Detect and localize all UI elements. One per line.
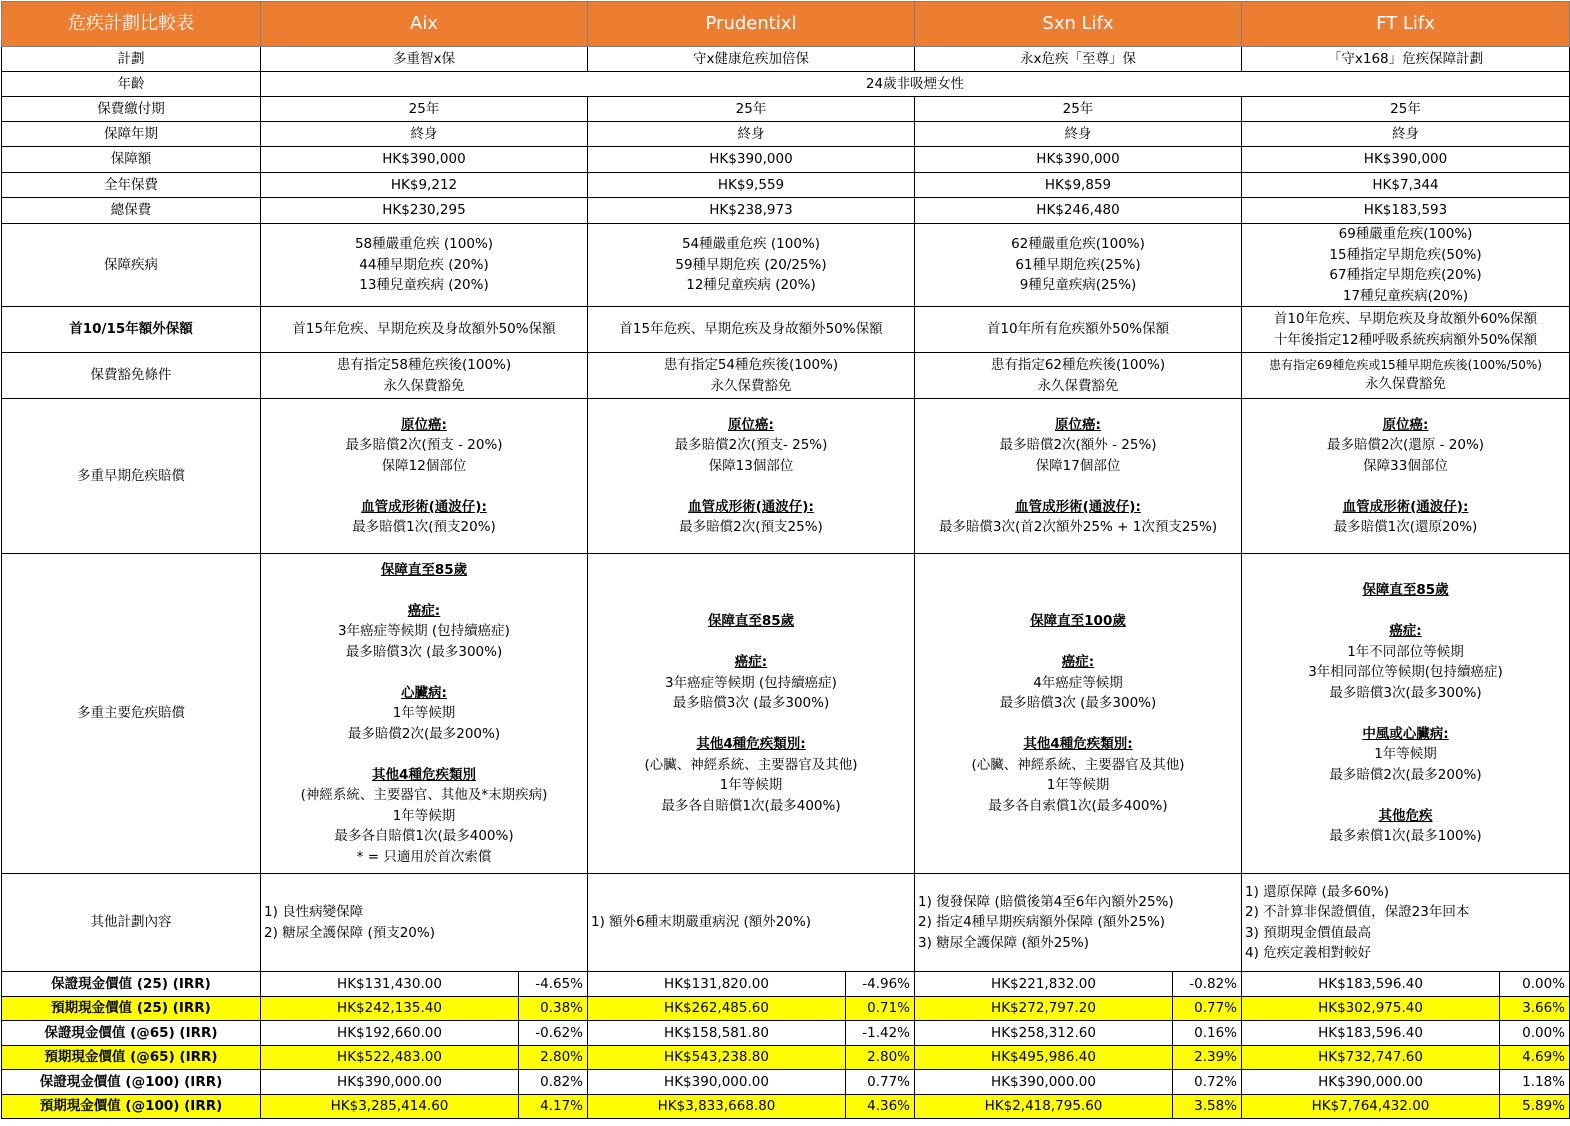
company-header: Sxn Lifx [915, 2, 1242, 47]
irr-value: 2.39% [1173, 1045, 1242, 1070]
cash-value: HK$7,764,432.00 [1242, 1094, 1500, 1119]
row-label: 計劃 [2, 47, 261, 72]
cell-line: 最多賠償3次(首2次額外25% + 1次預支25%) [938, 519, 1218, 535]
cell-value [1242, 224, 1570, 307]
cell-line: 17種兒童疾病(20%) [1342, 287, 1469, 304]
cell-line: 1年不同部位等候期 [1347, 643, 1464, 660]
cell-line: 1年等候期 [392, 807, 456, 824]
row-label: 預期現金價值 (@65) (IRR) [2, 1045, 261, 1070]
cell-value: 終身 [915, 122, 1242, 147]
irr-value: 0.77% [1173, 996, 1242, 1021]
cell-value: 終身 [261, 122, 588, 147]
irr-value: 4.17% [519, 1094, 588, 1119]
section-heading: 血管成形術(通波仔): [1342, 498, 1469, 515]
cell-value: 終身 [1242, 122, 1570, 147]
cell-line: 首10年所有危疾額外50%保額 [986, 321, 1170, 338]
spacer [917, 632, 1239, 653]
irr-value: 0.00% [1500, 1021, 1570, 1046]
cell-value: HK$183,593 [1242, 198, 1570, 224]
cell-line: 1) 良性病變保障 [264, 904, 364, 920]
irr-value: 0.00% [1500, 972, 1570, 997]
cash-value-row [2, 996, 1570, 1021]
row-diseases [2, 224, 1570, 307]
section-heading: 癌症: [734, 654, 768, 670]
cell-line: 保障13個部位 [708, 457, 794, 474]
irr-value: -4.96% [846, 972, 915, 997]
cell-line: 永久保費豁免 [1037, 377, 1119, 394]
section-heading: 其他4種危疾類別 [372, 766, 476, 783]
row-label: 預期現金價值 (25) (IRR) [2, 996, 261, 1021]
cash-value-row [2, 1021, 1570, 1046]
irr-value: -1.42% [846, 1021, 915, 1046]
section-heading: 癌症: [1061, 654, 1095, 670]
section-heading: 原位癌: [1382, 416, 1429, 433]
cell-value [1242, 399, 1570, 554]
row-label: 年齡 [2, 72, 261, 97]
cell-line: 最多賠償2次(最多200%) [1329, 766, 1482, 783]
section-heading: 血管成形術(通波仔): [361, 498, 487, 515]
row-annual_premium [2, 173, 1570, 198]
row-pay_period [2, 97, 1570, 122]
cell-line: 4年癌症等候期 [1033, 674, 1123, 691]
cash-value: HK$543,238.80 [588, 1045, 846, 1070]
cell-line: 最多各自索償1次(最多400%) [988, 797, 1168, 814]
cell-line: 最多賠償3次 (最多300%) [999, 695, 1157, 711]
irr-value: 2.80% [519, 1045, 588, 1070]
cell-value: 24歲非吸煙女性 [261, 72, 1570, 97]
spacer [590, 714, 912, 735]
row-label: 其他計劃內容 [2, 874, 261, 972]
cell-line: 最多各自賠償1次(最多400%) [661, 797, 841, 814]
section-heading: 癌症: [407, 602, 441, 619]
table-title: 危疾計劃比較表 [2, 2, 261, 47]
cash-value: HK$390,000.00 [1242, 1070, 1500, 1095]
cover-heading: 保障直至100歲 [1030, 613, 1126, 629]
spacer [263, 662, 585, 683]
cell-value [915, 554, 1242, 874]
cell-line: 69種嚴重危疾(100%) [1338, 226, 1473, 242]
section-heading: 中風或心臟病: [1362, 725, 1449, 742]
cell-value [588, 224, 915, 307]
cell-line: 15種指定早期危疾(50%) [1329, 246, 1482, 263]
irr-value: 1.18% [1500, 1070, 1570, 1095]
cell-line: 4) 危疾定義相對較好 [1245, 945, 1372, 961]
row-plan [2, 47, 1570, 72]
cash-value: HK$3,833,668.80 [588, 1094, 846, 1119]
cell-value: HK$390,000 [261, 147, 588, 173]
cash-value: HK$732,747.60 [1242, 1045, 1500, 1070]
spacer [917, 714, 1239, 735]
irr-value: 0.72% [1173, 1070, 1242, 1095]
spacer [590, 632, 912, 653]
irr-value: 0.82% [519, 1070, 588, 1095]
cash-value: HK$183,596.40 [1242, 972, 1500, 997]
cash-value: HK$131,820.00 [588, 972, 846, 997]
irr-value: 0.71% [846, 996, 915, 1021]
row-label: 全年保費 [2, 173, 261, 198]
irr-value: 5.89% [1500, 1094, 1570, 1119]
cell-value [915, 224, 1242, 307]
cash-value: HK$242,135.40 [261, 996, 519, 1021]
cell-value [588, 307, 915, 353]
cell-value: 守x健康危疾加倍保 [588, 47, 915, 72]
cell-line: 59種早期危疾 (20/25%) [675, 256, 827, 273]
irr-value: 3.58% [1173, 1094, 1242, 1119]
cell-line: 3) 預期現金價值最高 [1245, 924, 1372, 941]
cell-line: (心臟、神經系統、主要器官及其他) [971, 756, 1185, 773]
cell-value: HK$230,295 [261, 198, 588, 224]
cell-value [915, 353, 1242, 399]
row-label: 多重主要危疾賠償 [2, 554, 261, 874]
row-label: 多重早期危疾賠償 [2, 399, 261, 554]
section-heading: 其他4種危疾類別: [1023, 736, 1133, 752]
spacer [1244, 785, 1567, 806]
cover-heading: 保障直至85歲 [707, 613, 795, 629]
cash-value: HK$495,986.40 [915, 1045, 1173, 1070]
section-heading: 心臟病: [401, 684, 447, 701]
cell-line: 永久保費豁免 [1365, 376, 1447, 393]
irr-value: 0.16% [1173, 1021, 1242, 1046]
cell-line: 67種指定早期危疾(20%) [1329, 267, 1482, 283]
cash-value: HK$258,312.60 [915, 1021, 1173, 1046]
cell-value [1242, 353, 1570, 399]
row-other [2, 874, 1570, 972]
cell-value: HK$9,559 [588, 173, 915, 198]
row-label: 保費繳付期 [2, 97, 261, 122]
row-extra [2, 307, 1570, 353]
cell-line: 1) 復發保障 (賠償後第4至6年內額外25%) [918, 893, 1174, 910]
cell-line: 最多索償1次(最多100%) [1329, 828, 1482, 845]
cell-line: 2) 不計算非保證價值，保證23年回本 [1245, 904, 1470, 920]
cell-value [261, 307, 588, 353]
cell-line: 最多賠償2次(預支 - 20%) [345, 437, 503, 453]
section-heading: 血管成形術(通波仔): [688, 498, 814, 515]
cover-heading: 保障直至85歲 [1362, 582, 1449, 599]
cell-value: 25年 [915, 97, 1242, 122]
company-header: Aix [261, 2, 588, 47]
cell-value [588, 399, 915, 554]
cell-line: 最多賠償3次 (最多300%) [672, 695, 830, 711]
cell-value [261, 874, 588, 972]
cell-value [588, 554, 915, 874]
cell-value: HK$7,344 [1242, 173, 1570, 198]
row-label: 保障年期 [2, 122, 261, 147]
cell-line: 9種兒童疾病(25%) [1019, 277, 1137, 294]
cell-line: 最多賠償3次 (最多300%) [345, 643, 503, 660]
row-waiver [2, 353, 1570, 399]
section-heading: 原位癌: [728, 416, 774, 433]
irr-value: 2.80% [846, 1045, 915, 1070]
row-label: 保證現金價值 (@65) (IRR) [2, 1021, 261, 1046]
cell-line: (心臟、神經系統、主要器官及其他) [644, 756, 858, 773]
comparison-table [1, 1, 1570, 1119]
row-cover_period [2, 122, 1570, 147]
cell-line: 保障33個部位 [1363, 457, 1448, 474]
cell-line: 1年等候期 [392, 705, 456, 722]
row-major_multi [2, 554, 1570, 874]
section-heading: 原位癌: [1055, 416, 1101, 433]
cell-value [915, 399, 1242, 554]
cash-value: HK$390,000.00 [261, 1070, 519, 1095]
cell-line: 最多各自賠償1次(最多400%) [334, 828, 514, 845]
cell-value [261, 554, 588, 874]
cell-value: HK$9,859 [915, 173, 1242, 198]
cell-line: 3年相同部位等候期(包持續癌症) [1308, 664, 1503, 681]
cell-line: 1年等候期 [1046, 777, 1110, 793]
row-label: 保障疾病 [2, 224, 261, 307]
cell-value [1242, 874, 1570, 972]
cell-value: 25年 [261, 97, 588, 122]
cash-value-row [2, 1045, 1570, 1070]
cell-line: 12種兒童疾病 (20%) [686, 277, 816, 294]
cell-line: 最多賠償2次(最多200%) [347, 725, 501, 742]
cell-line: 保障17個部位 [1035, 457, 1121, 474]
cell-line: 首10年危疾、早期危疾及身故額外60%保額 [1273, 311, 1538, 327]
cash-value: HK$221,832.00 [915, 972, 1173, 997]
cell-value: 25年 [1242, 97, 1570, 122]
cell-value: HK$238,973 [588, 198, 915, 224]
spacer [1244, 476, 1567, 497]
cell-value [915, 307, 1242, 353]
cash-value: HK$183,596.40 [1242, 1021, 1500, 1046]
cash-value: HK$262,485.60 [588, 996, 846, 1021]
spacer [917, 476, 1239, 497]
irr-value: 3.66% [1500, 996, 1570, 1021]
cell-line: 患有指定69種危疾或15種早期危疾後(100%/50%) [1269, 358, 1542, 373]
cell-line: 患有指定58種危疾後(100%) [336, 357, 512, 373]
cash-value-row [2, 1070, 1570, 1095]
irr-value: -0.62% [519, 1021, 588, 1046]
cell-line: 3) 糖尿全護保障 (額外25%) [918, 934, 1089, 951]
cell-line: 54種嚴重危疾 (100%) [681, 236, 821, 253]
cell-value: HK$390,000 [1242, 147, 1570, 173]
cell-value: 永x危疾「至尊」保 [915, 47, 1242, 72]
cell-line: 2) 糖尿全護保障 (預支20%) [264, 924, 435, 941]
cell-line: 3年癌症等候期 (包持續癌症) [338, 623, 510, 640]
cash-value-row [2, 972, 1570, 997]
row-label: 首10/15年額外保額 [2, 307, 261, 353]
irr-value: 0.38% [519, 996, 588, 1021]
cell-value [261, 399, 588, 554]
cell-line: 最多賠償2次(額外 - 25%) [999, 437, 1157, 453]
cell-line: 患有指定54種危疾後(100%) [663, 357, 839, 373]
row-sum_assured [2, 147, 1570, 173]
cell-line: 61種早期危疾(25%) [1015, 256, 1141, 273]
irr-value: -0.82% [1173, 972, 1242, 997]
cell-value: HK$246,480 [915, 198, 1242, 224]
cell-value [588, 874, 915, 972]
cell-value [261, 353, 588, 399]
cash-value: HK$302,975.40 [1242, 996, 1500, 1021]
cell-value [1242, 307, 1570, 353]
spacer [1244, 703, 1567, 724]
spacer [263, 580, 585, 601]
cell-value: 25年 [588, 97, 915, 122]
cell-line: 最多賠償2次(預支25%) [679, 519, 823, 535]
spacer [263, 476, 585, 497]
section-heading: 癌症: [1389, 623, 1422, 640]
cash-value: HK$390,000.00 [588, 1070, 846, 1095]
cell-line: 44種早期危疾 (20%) [359, 256, 489, 273]
row-label: 總保費 [2, 198, 261, 224]
cell-line: * = 只適用於首次索償 [356, 848, 492, 865]
row-total_premium [2, 198, 1570, 224]
row-label: 保證現金價值 (@100) (IRR) [2, 1070, 261, 1095]
irr-value: 4.36% [846, 1094, 915, 1119]
cover-heading: 保障直至85歲 [380, 561, 468, 578]
cash-value: HK$131,430.00 [261, 972, 519, 997]
cell-line: 最多賠償2次(還原 - 20%) [1326, 437, 1485, 453]
cell-line: 3年癌症等候期 (包持續癌症) [665, 674, 837, 691]
row-early_multi [2, 399, 1570, 554]
cell-line: (神經系統、主要器官、其他及*末期疾病) [300, 787, 548, 804]
cash-value-row [2, 1094, 1570, 1119]
cash-value: HK$192,660.00 [261, 1021, 519, 1046]
cell-value [1242, 554, 1570, 874]
cell-line: 十年後指定12種呼吸系統疾病額外50%保額 [1273, 331, 1538, 348]
cell-line: 1年等候期 [1374, 746, 1437, 763]
company-header: FT Lifx [1242, 2, 1570, 47]
cell-line: 最多賠償3次(最多300%) [1329, 684, 1482, 701]
row-label: 預期現金價值 (@100) (IRR) [2, 1094, 261, 1119]
cell-line: 永久保費豁免 [383, 377, 465, 394]
cash-value: HK$522,483.00 [261, 1045, 519, 1070]
row-label: 保證現金價值 (25) (IRR) [2, 972, 261, 997]
cash-value: HK$2,418,795.60 [915, 1094, 1173, 1119]
section-heading: 血管成形術(通波仔): [1015, 498, 1141, 515]
cell-value: HK$9,212 [261, 173, 588, 198]
section-heading: 其他危疾 [1378, 807, 1433, 824]
cell-line: 1) 還原保障 (最多60%) [1245, 883, 1389, 900]
cell-line: 首15年危疾、早期危疾及身故額外50%保額 [292, 321, 556, 338]
cell-line: 13種兒童疾病 (20%) [359, 277, 489, 294]
spacer [590, 476, 912, 497]
cell-value: 「守x168」危疾保障計劃 [1242, 47, 1570, 72]
company-header: Prudentixl [588, 2, 915, 47]
cell-line: 1) 額外6種末期嚴重病況 (額外20%) [591, 914, 812, 931]
cell-value: HK$390,000 [915, 147, 1242, 173]
spacer [263, 744, 585, 765]
irr-value: 4.69% [1500, 1045, 1570, 1070]
cell-line: 患有指定62種危疾後(100%) [990, 357, 1166, 373]
row-age [2, 72, 1570, 97]
cell-value: HK$390,000 [588, 147, 915, 173]
header-row [2, 2, 1570, 47]
cell-value: 多重智x保 [261, 47, 588, 72]
row-label: 保障額 [2, 147, 261, 173]
cell-line: 58種嚴重危疾 (100%) [354, 236, 494, 253]
irr-value: -4.65% [519, 972, 588, 997]
spacer [1244, 601, 1567, 622]
section-heading: 原位癌: [401, 416, 447, 433]
cell-line: 首15年危疾、早期危疾及身故額外50%保額 [619, 321, 883, 338]
cell-line: 最多賠償1次(預支20%) [352, 519, 496, 535]
cell-value: 終身 [588, 122, 915, 147]
cash-value: HK$272,797.20 [915, 996, 1173, 1021]
cash-value: HK$3,285,414.60 [261, 1094, 519, 1119]
irr-value: 0.77% [846, 1070, 915, 1095]
cash-value: HK$158,581.80 [588, 1021, 846, 1046]
cell-line: 最多賠償2次(預支- 25%) [674, 437, 828, 453]
cell-line: 保障12個部位 [381, 457, 467, 474]
cell-line: 1年等候期 [719, 777, 783, 793]
cell-line: 最多賠償1次(還原20%) [1333, 519, 1478, 535]
cash-value: HK$390,000.00 [915, 1070, 1173, 1095]
cell-line: 62種嚴重危疾(100%) [1011, 236, 1145, 253]
cell-value [915, 874, 1242, 972]
section-heading: 其他4種危疾類別: [696, 736, 806, 752]
cell-value [261, 224, 588, 307]
cell-value [588, 353, 915, 399]
row-label: 保費豁免條件 [2, 353, 261, 399]
cell-line: 永久保費豁免 [710, 377, 792, 394]
cell-line: 2) 指定4種早期疾病額外保障 (額外25%) [918, 914, 1166, 931]
